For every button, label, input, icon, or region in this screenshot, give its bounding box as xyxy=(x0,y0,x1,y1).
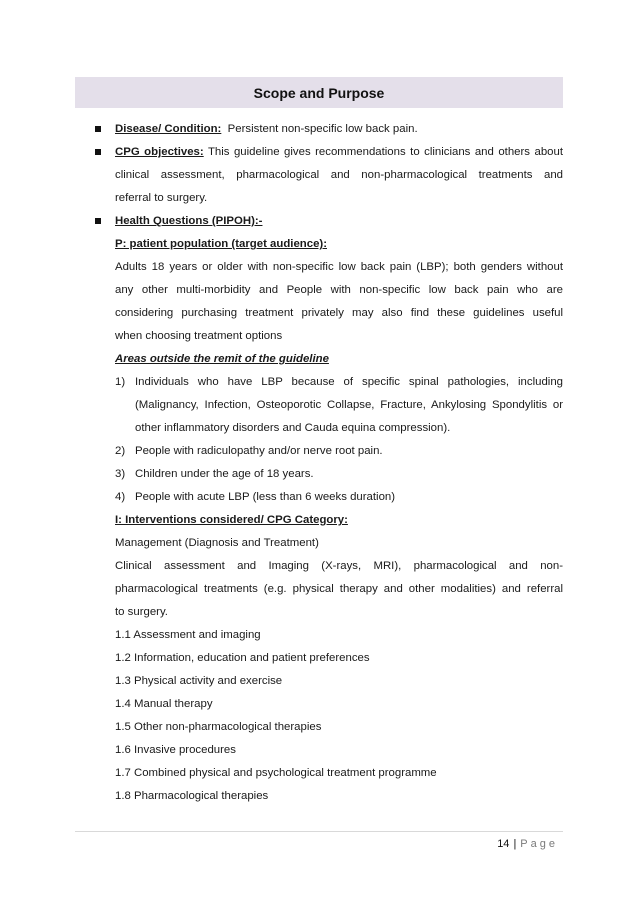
area-line: (Malignancy, Infection, Osteoporotic Collapse, Fracture, Ankylosing Spondylitis or xyxy=(135,399,563,411)
cpg-line-2: clinical assessment, pharmacological and non-pharmacological treatments and xyxy=(115,169,563,181)
cpg-line-1: This guideline gives recommendations to clinicians and others about xyxy=(207,146,563,158)
health-questions-heading: Health Questions (PIPOH):- xyxy=(115,215,263,227)
area-line: Children under the age of 18 years. xyxy=(135,468,314,480)
interventions-line: pharmacological treatments (e.g. physical therapy and other modalities) and referral xyxy=(115,583,563,595)
area-number: 4) xyxy=(115,491,126,503)
disease-label: Disease/ Condition: xyxy=(115,123,222,135)
area-number: 3) xyxy=(115,468,126,480)
disease-text: Persistent non-specific low back pain. xyxy=(227,123,418,135)
area-item-3 xyxy=(93,463,563,486)
category-item: 1.7 Combined physical and psychological treatment programme xyxy=(115,767,437,779)
cpg-line-3: referral to surgery. xyxy=(115,192,208,204)
cpg-label: CPG objectives: xyxy=(115,146,204,158)
areas-heading: Areas outside the remit of the guideline xyxy=(115,353,329,365)
area-item-2 xyxy=(93,440,563,463)
category-item: 1.6 Invasive procedures xyxy=(115,744,236,756)
square-bullet-icon xyxy=(95,149,101,155)
area-item-1 xyxy=(93,371,563,394)
health-questions-item xyxy=(93,210,563,233)
category-item: 1.1 Assessment and imaging xyxy=(115,629,261,641)
area-line: Individuals who have LBP because of specific spinal pathologies, including xyxy=(135,376,563,388)
area-item-4 xyxy=(93,486,563,509)
area-line: other inflammatory disorders and Cauda equina compression). xyxy=(135,422,451,434)
population-line: considering purchasing treatment privately may also find these guidelines useful xyxy=(115,307,563,319)
population-heading: P: patient population (target audience): xyxy=(115,238,327,250)
interventions-line: to surgery. xyxy=(115,606,168,618)
page-content xyxy=(93,118,563,808)
area-line: People with acute LBP (less than 6 weeks duration) xyxy=(135,491,396,503)
population-line: when choosing treatment options xyxy=(115,330,283,342)
page-footer xyxy=(497,838,558,850)
category-item: 1.8 Pharmacological therapies xyxy=(115,790,269,802)
area-number: 1) xyxy=(115,376,126,388)
interventions-line: Clinical assessment and Imaging (X-rays, MRI), pharmacological and non- xyxy=(115,560,563,572)
population-line: any other multi-morbidity and People with non-specific low back pain who are xyxy=(115,284,563,296)
interventions-line: Management (Diagnosis and Treatment) xyxy=(115,537,319,549)
population-line: Adults 18 years or older with non-specific low back pain (LBP); both genders without xyxy=(115,261,563,273)
square-bullet-icon xyxy=(95,126,101,132)
category-item: 1.5 Other non-pharmacological therapies xyxy=(115,721,322,733)
category-item: 1.4 Manual therapy xyxy=(115,698,213,710)
interventions-heading: I: Interventions considered/ CPG Category: xyxy=(115,514,348,526)
footer-divider xyxy=(75,831,563,832)
category-item: 1.3 Physical activity and exercise xyxy=(115,675,283,687)
section-title: Scope and Purpose xyxy=(75,77,563,108)
footer-separator: | xyxy=(513,838,517,850)
category-item: 1.2 Information, education and patient preferences xyxy=(115,652,370,664)
disease-item xyxy=(93,118,563,141)
area-number: 2) xyxy=(115,445,126,457)
area-line: People with radiculopathy and/or nerve root pain. xyxy=(135,445,383,457)
cpg-item xyxy=(93,141,563,164)
page-word: Page xyxy=(520,838,558,850)
page-number: 14 xyxy=(497,838,510,850)
square-bullet-icon xyxy=(95,218,101,224)
